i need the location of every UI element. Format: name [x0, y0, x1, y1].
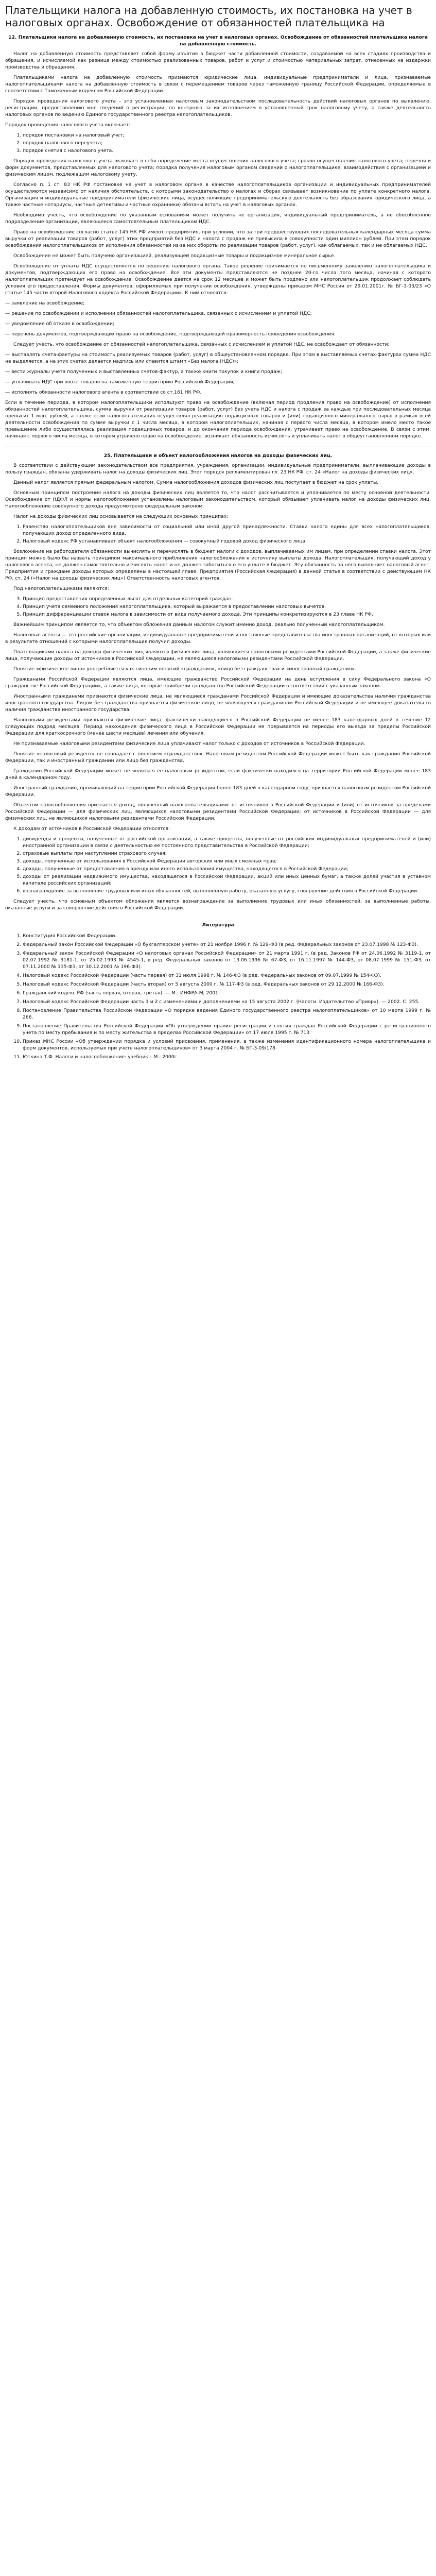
paragraph: Порядок проведения налогового учета включает в себя определение места осуществления налогового учета; сроков осуществления налогового учета; перечня и форм документов, представляемых для налогового учета; порядка получения налоговым органом сведений о налогоплательщике, взаимодействия с организацией и физическим лицом, подлежащим налоговому учету.: [5, 158, 431, 177]
literature-item: 6. Гражданский кодекс РФ (часть первая, вторая, третья). — М.: ИНФРА-М, 2001.: [23, 990, 431, 996]
literature-item: 11. Юткина Т.Ф. Налоги и налогообложение: учебник.– М.: 2000г.: [23, 1054, 431, 1060]
list-item: 1. порядок постановки на налоговый учет;: [23, 132, 431, 139]
paragraph: Налог на добавленную стоимость представляет собой форму изъятия в бюджет части добавленной стоимости, создаваемой на всех стадиях производства и обращения, и исчисляемой как разница между стоимостью реализованных товаров, работ и услуг и стоимостью материальных затрат, отнесенных на издержки производства и обращения.: [5, 51, 431, 70]
paragraph: В соответствии с действующим законодательством все предприятия, учреждения, организации, индивидуальные предприниматели, выплачивающие доходы в пользу граждан, обязаны удерживать налог на доходы физических лиц. Этот порядок регламентирован гл. 23 НК РФ, ст. 24 «Налог на доходы физических лиц».: [5, 463, 431, 475]
paragraph: Налог на доходы физических лиц основывается на следующих основных принципах:: [13, 514, 229, 519]
list-item: 3. доходы, полученные от использования в Российской Федерации авторских или иных смежных прав;: [23, 858, 431, 865]
list-item: 5. Принцип дифференциации ставок налога в зависимости от вида получаемого дохода. Эти принципы конкретизируются в 23 главе НК РФ.: [23, 611, 431, 618]
paragraph: — вести журналы учета полученных и выставленных счетов-фактур, а также книги покупок и книги продаж;: [5, 369, 283, 375]
paragraph: Порядок проведения налогового учета включает:: [5, 122, 131, 128]
list-item: 5. доходы от реализации недвижимого имущества, находящегося в Российской Федерации, акций или иных ценных бумаг, а также долей участия в уставном капитале российских организаций;: [23, 873, 431, 887]
paragraph: Согласно п. 1 ст. 83 НК РФ постановке на учет в налоговом органе в качестве налогоплательщиков организации и индивидуальных предпринимателей осуществляются независимо от наличия обстоятельств, с которыми законодательство о налогах и сборах связывает возникновение по уплате конкретного налога. Организация и индивидуальные предприниматели (физические лица, осуществляющие предпринимательскую деятельность без образования юридического лица, а также частные нотариусы, частные детективы и частные охранники) обязаны встать на учет в налоговых органах.: [5, 182, 431, 208]
list-item: 2. порядок налогового переучета;: [23, 140, 431, 146]
literature-item: 2. Федеральный закон Российской Федерации «О бухгалтерском учете» от 21 ноября 1996 г. № 129-ФЗ (в ред. Федеральных законов от 23.07.1998 № 123-ФЗ).: [23, 941, 431, 948]
list-item: 2. Налоговый кодекс РФ устанавливает объект налогообложения — совокупный годовой доход физического лица.: [23, 538, 431, 545]
literature-item: 4. Налоговый кодекс Российской Федерации (часть первая) от 31 июля 1998 г. № 146-ФЗ (в ред. Федеральных законов от 09.07.1999 № 154-ФЗ).: [23, 972, 431, 979]
list: [5, 836, 431, 894]
list-item: 6. вознаграждение за выполнение трудовых или иных обязанностей, выполненную работу, оказанную услугу, совершение действия в Российской Федерации.: [23, 888, 431, 894]
paragraph: Освобождение от уплаты НДС осуществляется по решению налогового органа. Такое решение принимается по письменному заявлению налогоплательщика и документов, подтверждающих его право на освобождение. Все эти документы представляются не позднее 20-го числа того месяца, начиная с которого налогоплательщик претендует на освобождение. Освобождение дается на срок 12 месяцев и может быть продлено или налогоплательщик продолжает соблюдать условия его предоставления. Формы документов, оформляемых при получении освобождения, утверждены приказом МНС России от 29.01.2001г. № БГ-3-03/23 «О статье 145 части второй Налогового кодекса Российской Федерации». К ним относятся:: [5, 263, 431, 296]
paragraph: Гражданин Российской Федерации может не являться ее налоговым резидентом, если фактически находился на территории Российской Федерации менее 183 дней в календарном году.: [5, 768, 431, 781]
literature-item: 9. Постановление Правительства Российской Федерации «Об утверждении правил регистрации и снятия граждан Российской Федерации с регистрационного учета по месту пребывания и по месту жительства в пределах Российской Федерации» от 17 июля 1995 г. № 713.: [23, 1023, 431, 1036]
section-vat: [5, 34, 431, 439]
paragraph: — решение по освобождении и исполнении обязанностей налогоплательщика, связанных с исчислением и уплатой НДС;: [5, 311, 312, 316]
literature-item: 3. Федеральный закон Российской Федерации «О налоговых органах Российской Федерации» от 21 марта 1991 г. (в ред. Законов РФ от 24.06.1992 № 3119-1, от 02.07.1992 № 3181-1, от 25.02.1993 № 4545-1, в ред. Федеральных законов от 13.06.1996 № 67-ФЗ, от 16.11.1997 № 144-ФЗ, от 08.07.1999 № 151-ФЗ, от 07.11.2000 № 135-ФЗ, от 30.12.2001 № 196-ФЗ).: [23, 950, 431, 970]
paragraph: — заявление на освобождение;: [5, 300, 85, 306]
section-heading: 12. Плательщики налога на добавленную стоимость, их постановка на учет в налоговых органах. Освобождение от обязанностей плательщика налога на добавленную стоимость.: [8, 35, 428, 47]
paragraph: Право на освобождение согласно статье 145 НК РФ имеют предприятия, при условии, что за три предшествующих последовательных календарных месяца сумма выручки от реализации товаров (работ, услуг) этих предприятий без НДС и налога с продаж не превысила в совокупности один миллион рублей. При этом порядок освобождения налогоплательщиков от исполнения обязанностей из-за них обороты по реализации товаров (работ, услуг), как облагаемых, так и не облагаемых НДС.: [5, 229, 431, 248]
literature-item: 1. Конституция Российской Федерации.: [23, 933, 431, 939]
list: [5, 523, 431, 545]
literature-list: [5, 933, 431, 1060]
section-heading: 25. Плательщики и объект налогообложения налогов на доходы физических лиц.: [103, 453, 333, 459]
paragraph: Объектом налогообложения признается доход, полученный налогоплательщиками: от источников в Российской Федерации и (или) от источников за пределами Российской Федерации — для физических лиц, являющихся налоговыми резидентами Российской Федерации; от источников в Российской Федерации — для физических лиц, не являющихся налоговыми резидентами Российской Федерации.: [5, 802, 431, 821]
paragraph: Важнейшим принципом является то, что объектом обложения данным налогом служит именно доход, реально полученный налогоплательщиком.: [13, 622, 385, 628]
paragraph: Иностранный гражданин, проживающий на территории Российской Федерации более 183 дней в календарном году, признается налоговым резидентом Российской Федерации.: [5, 785, 431, 798]
list: [5, 596, 431, 618]
paragraph: Следует учесть, что основным объектом обложения является вознаграждение за выполнение трудовых или иных обязанностей, за выполненные работы, оказанные услуги и за совершение действия в Российской Федерации.: [5, 899, 431, 911]
paragraph: Если в течение периода, в котором налогоплательщики используют право на освобождение (включая период продления право на освобождение) от исполнения обязанностей налогоплательщика, сумма выручки от реализации товаров (работ, услуг) без учета НДС и налога с продаж за каждые три последовательных месяца превысит 1 млн. рублей, а также если налогоплательщик осуществлял реализацию подакцизных товаров и (или) подакцизного минерального сырья в рамках всей деятельности освобождения по сумме выручки с 1 числа месяца, в котором налогоплательщик, начиная с первого числа месяца, в котором имело место такое превышение либо осуществлялась реализация подакцизных товаров, и до окончания периода освобождения, утрачивает право на освобождение. В связи с этим, начиная с первого числа месяца, в котором утрачено право на освобождение, возникает обязанность исчислять и уплачивать налог в общеустановленном порядке.: [5, 400, 431, 439]
list-item: 1. Равенство налогоплательщиков вне зависимости от социальной или иной другой принадлежности. Ставки налога едины для всех налогоплательщиков, получающих доход определенного вида.: [23, 523, 431, 537]
paragraph: Основным принципом построения налога на доходы физических лиц является то, что налог рассчитывается и уплачивается по месту основной деятельности. Освобождение от НДФЛ и нормы налогообложения установлены налоговым законодательством, который обязывает уплачивать налог на доходы физических лиц. Налогообложение совокупного дохода предусмотрено федеральным законом.: [5, 490, 431, 509]
section-pit: [5, 452, 431, 911]
literature-item: 7. Налоговый кодекс Российской Федерации часть 1 и 2 с изменениями и дополнениями на 15 августа 2002 г. (Налоги. Издательство «Приор»). — 2002. С. 255.: [23, 998, 431, 1005]
literature-section: [5, 922, 431, 1060]
paragraph: Данный налог является прямым федеральным налогом. Сумма налогообложения доходов физических лиц поступает в бюджет на срок уплаты.: [13, 480, 379, 485]
literature-heading: Литература: [202, 922, 234, 928]
paragraph: — перечень документов, подтверждающих право на освобождение, подтверждающей правомерность проведения освобождения.: [5, 331, 336, 337]
list: [5, 132, 431, 154]
paragraph: Гражданами Российской Федерации являются лица, имеющие гражданство Российской Федерации на день вступления в силу Федерального закона «О гражданстве Российской Федерации», а также лица, которые приобрели гражданство Российской Федерации в соответствии с указанным законом.: [5, 676, 431, 689]
paragraph: — уплачивать НДС при ввозе товаров на таможенную территорию Российской Федерации;: [5, 379, 235, 385]
list-item: 2. страховые выплаты при наступлении страхового случая;: [23, 850, 431, 857]
paragraph: Необходимо учесть, что освобождение по указанным основаниям может получить не организация, индивидуальный предприниматель, а не обособленное подразделение организации, являющееся самостоятельным плательщиком НДС.: [5, 212, 431, 225]
paragraph: Плательщиками налога на доходы физических лиц являются физические лица, являющиеся налоговыми резидентами Российской Федерации, а также физические лица, получающие доходы от источников в Российской Федерации, не являющиеся налоговыми резидентами Российской Федерации.: [5, 649, 431, 662]
list-item: 3. Принцип предоставления определенных льгот для отдельных категорий граждан.: [23, 596, 431, 602]
paragraph: Понятие «налоговый резидент» не совпадает с понятием «гражданство». Налоговым резидентом Российской Федерации может быть как гражданин Российской Федерации, так и иностранный гражданин или лицо без гражданства.: [5, 751, 431, 764]
paragraph: — исполнять обязанности налогового агента в соответствии со ст.161 НК РФ.: [5, 389, 202, 395]
paragraph: Плательщиками налога на добавленную стоимость признаются юридические лица, индивидуальные предприниматели и лица, признаваемые налогоплательщиками налога на добавленную стоимость в связи с перемещением товаров через таможенную границу Российской Федерации, определяемые в соответствии с Таможенным кодексом Российской Федерации.: [5, 75, 431, 94]
list-item: 4. доходы, полученные от предоставления в аренду или иного использования имущества, находящегося в Российской Федерации;: [23, 866, 431, 872]
paragraph: Следует учесть, что освобождение от обязанностей налогоплательщика, связанных с исчислением и уплатой НДС, не освобождает от обязанности:: [13, 342, 390, 347]
paragraph: Понятие «физическое лицо» употребляется как синоним понятий «гражданин», «лицо без гражданства» и «иностранный гражданин».: [13, 666, 357, 672]
paragraph: — уведомление об отказе в освобождении;: [5, 321, 115, 327]
page-title: Плательщики налога на добавленную стоимость, их постановка на учет в налоговых органах. Освобождение от обязанностей плательщика на: [5, 4, 412, 29]
paragraph: Не признаваемые налоговыми резидентами физические лица уплачивают налог только с доходов от источников в Российской Федерации.: [13, 741, 365, 747]
paragraph: Налоговые агенты — это российские организации, индивидуальные предприниматели и постоянные представительства иностранных организаций, от которых или в результате отношений с которыми налогоплательщик получил доходы.: [5, 632, 431, 645]
list-item: 4. Принцип учета семейного положения налогоплательщика, который выражается в предоставлении налоговых вычетов.: [23, 603, 431, 610]
paragraph: Налоговыми резидентами признаются физические лица, фактически находящиеся в Российской Федерации не менее 183 календарных дней в течение 12 следующих подряд месяцев. Период нахождения физического лица в Российской Федерации не прерывается на периоды его выезда за пределы Российской Федерации для краткосрочного (менее шести месяцев) лечения или обучения.: [5, 717, 431, 736]
literature-item: 10. Приказ МНС России «Об утверждении порядка и условий присвоения, применения, а также изменения идентификационного номера налогоплательщика и форм документов, используемых при учете налогоплательщиков» от 3 марта 2004 г. № БГ-3-09/178.: [23, 1038, 431, 1052]
paragraph: Освобождение не может быть получено организацией, реализующей подакцизные товары и подакцизное минеральное сырье.: [13, 253, 336, 259]
paragraph: К доходам от источников в Российской Федерации относятся:: [13, 826, 170, 832]
document-page: [0, 0, 436, 1078]
paragraph: — выставлять счета-фактуры на стоимость реализуемых товаров (работ, услуг) в общеустановленном порядке. При этом в выставляемых счетах-фактурах сумма НДС не выделяется, а на этих счетах делается надпись или ставится штамп «Без налога (НДС)»;: [5, 352, 431, 364]
list-item: 3. порядок снятия с налогового учета.: [23, 147, 431, 154]
list-item: 1. дивиденды и проценты, полученные от российской организации, а также проценты, полученные от российских индивидуальных предпринимателей и (или) иностранной организации в связи с деятельностью ее постоянного представительства в Российской Федерации;: [23, 836, 431, 849]
paragraph: Под налогоплательщиками являются:: [13, 586, 109, 591]
paragraph: Возложение на работодателя обязанности вычислять и перечислять в бюджет налоги с доходов, выплачиваемых им лицам, при определении ставки налога. Этот принцип можно было бы назвать принципом максимального приближения налогообложения к источнику выплаты дохода. Налогоплательщик, получающий доход у налогового агента, не должен самостоятельно исчислять налог и не должен заботиться о его уплате в бюджет. Эту обязанность за него выполняет налоговый агент. Предприятия и граждане доходы которых определены в настоящей главе. Предприятия (Российская Федерация) в данной статье в соответствии с действующим НК РФ, ст. 24 («Налог на доходы физических лиц») Ответственность налоговых агентов.: [5, 549, 431, 581]
literature-item: 8. Постановление Правительства Российской Федерации «О порядке ведения Единого государственного реестра налогоплательщиков» от 10 марта 1999 г. № 266.: [23, 1007, 431, 1021]
paragraph: Порядок проведения налогового учета – это установленная налоговым законодательством последовательность действий налоговых органов по выявлению, регистрации, предоставлению мне сведений о регистрации, по контролю за их исполнением в установленный срок налоговому учету, а также деятельность налоговых органов по ведению Единого государственного реестра налогоплательщиков.: [5, 98, 431, 117]
paragraph: Иностранными гражданами признаются физические лица, не являющиеся гражданами Российской Федерации и имеющие доказательства наличия гражданства иностранного государства. Лицом без гражданства признается физическое лицо, не являющееся гражданином Российской Федерации и не имеющее доказательств наличия гражданства иностранного государства.: [5, 693, 431, 713]
literature-item: 5. Налоговый кодекс Российской Федерации (часть вторая) от 5 августа 2000 г. № 117-ФЗ (в ред. Федеральных законов от 29.12.2000 № 166-ФЗ).: [23, 981, 431, 988]
